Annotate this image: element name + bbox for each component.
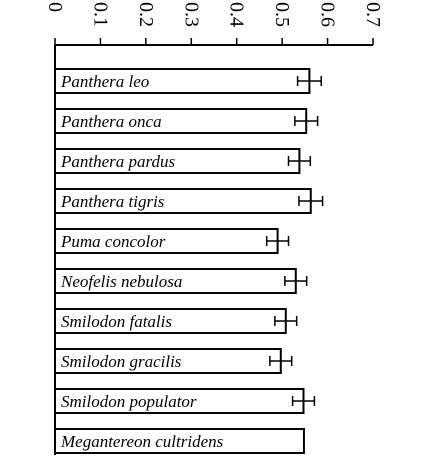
x-tick-label: 0.6 (316, 2, 339, 27)
x-tick-label: 0.3 (180, 2, 203, 27)
x-tick-label: 0 (44, 2, 66, 12)
category-label: Megantereon cultridens (61, 432, 224, 451)
category-label: Puma concolor (61, 232, 166, 251)
category-label: Panthera tigris (61, 192, 165, 211)
category-label: Smilodon populator (61, 392, 197, 411)
category-label: Panthera leo (61, 72, 150, 91)
x-tick-label: 0.2 (134, 2, 157, 27)
bars (55, 69, 323, 453)
category-label: Panthera pardus (61, 152, 176, 171)
category-label: Panthera onca (61, 112, 162, 131)
x-tick-label: 0.4 (225, 2, 248, 28)
x-tick-label: 0.1 (89, 2, 112, 27)
category-label: Neofelis nebulosa (61, 272, 183, 291)
category-label: Smilodon gracilis (61, 352, 182, 371)
x-tick-label: 0.5 (271, 2, 294, 27)
x-tick-label: 0.7 (362, 2, 384, 27)
category-label: Smilodon fatalis (61, 312, 172, 331)
axis-ticks (44, 2, 384, 45)
